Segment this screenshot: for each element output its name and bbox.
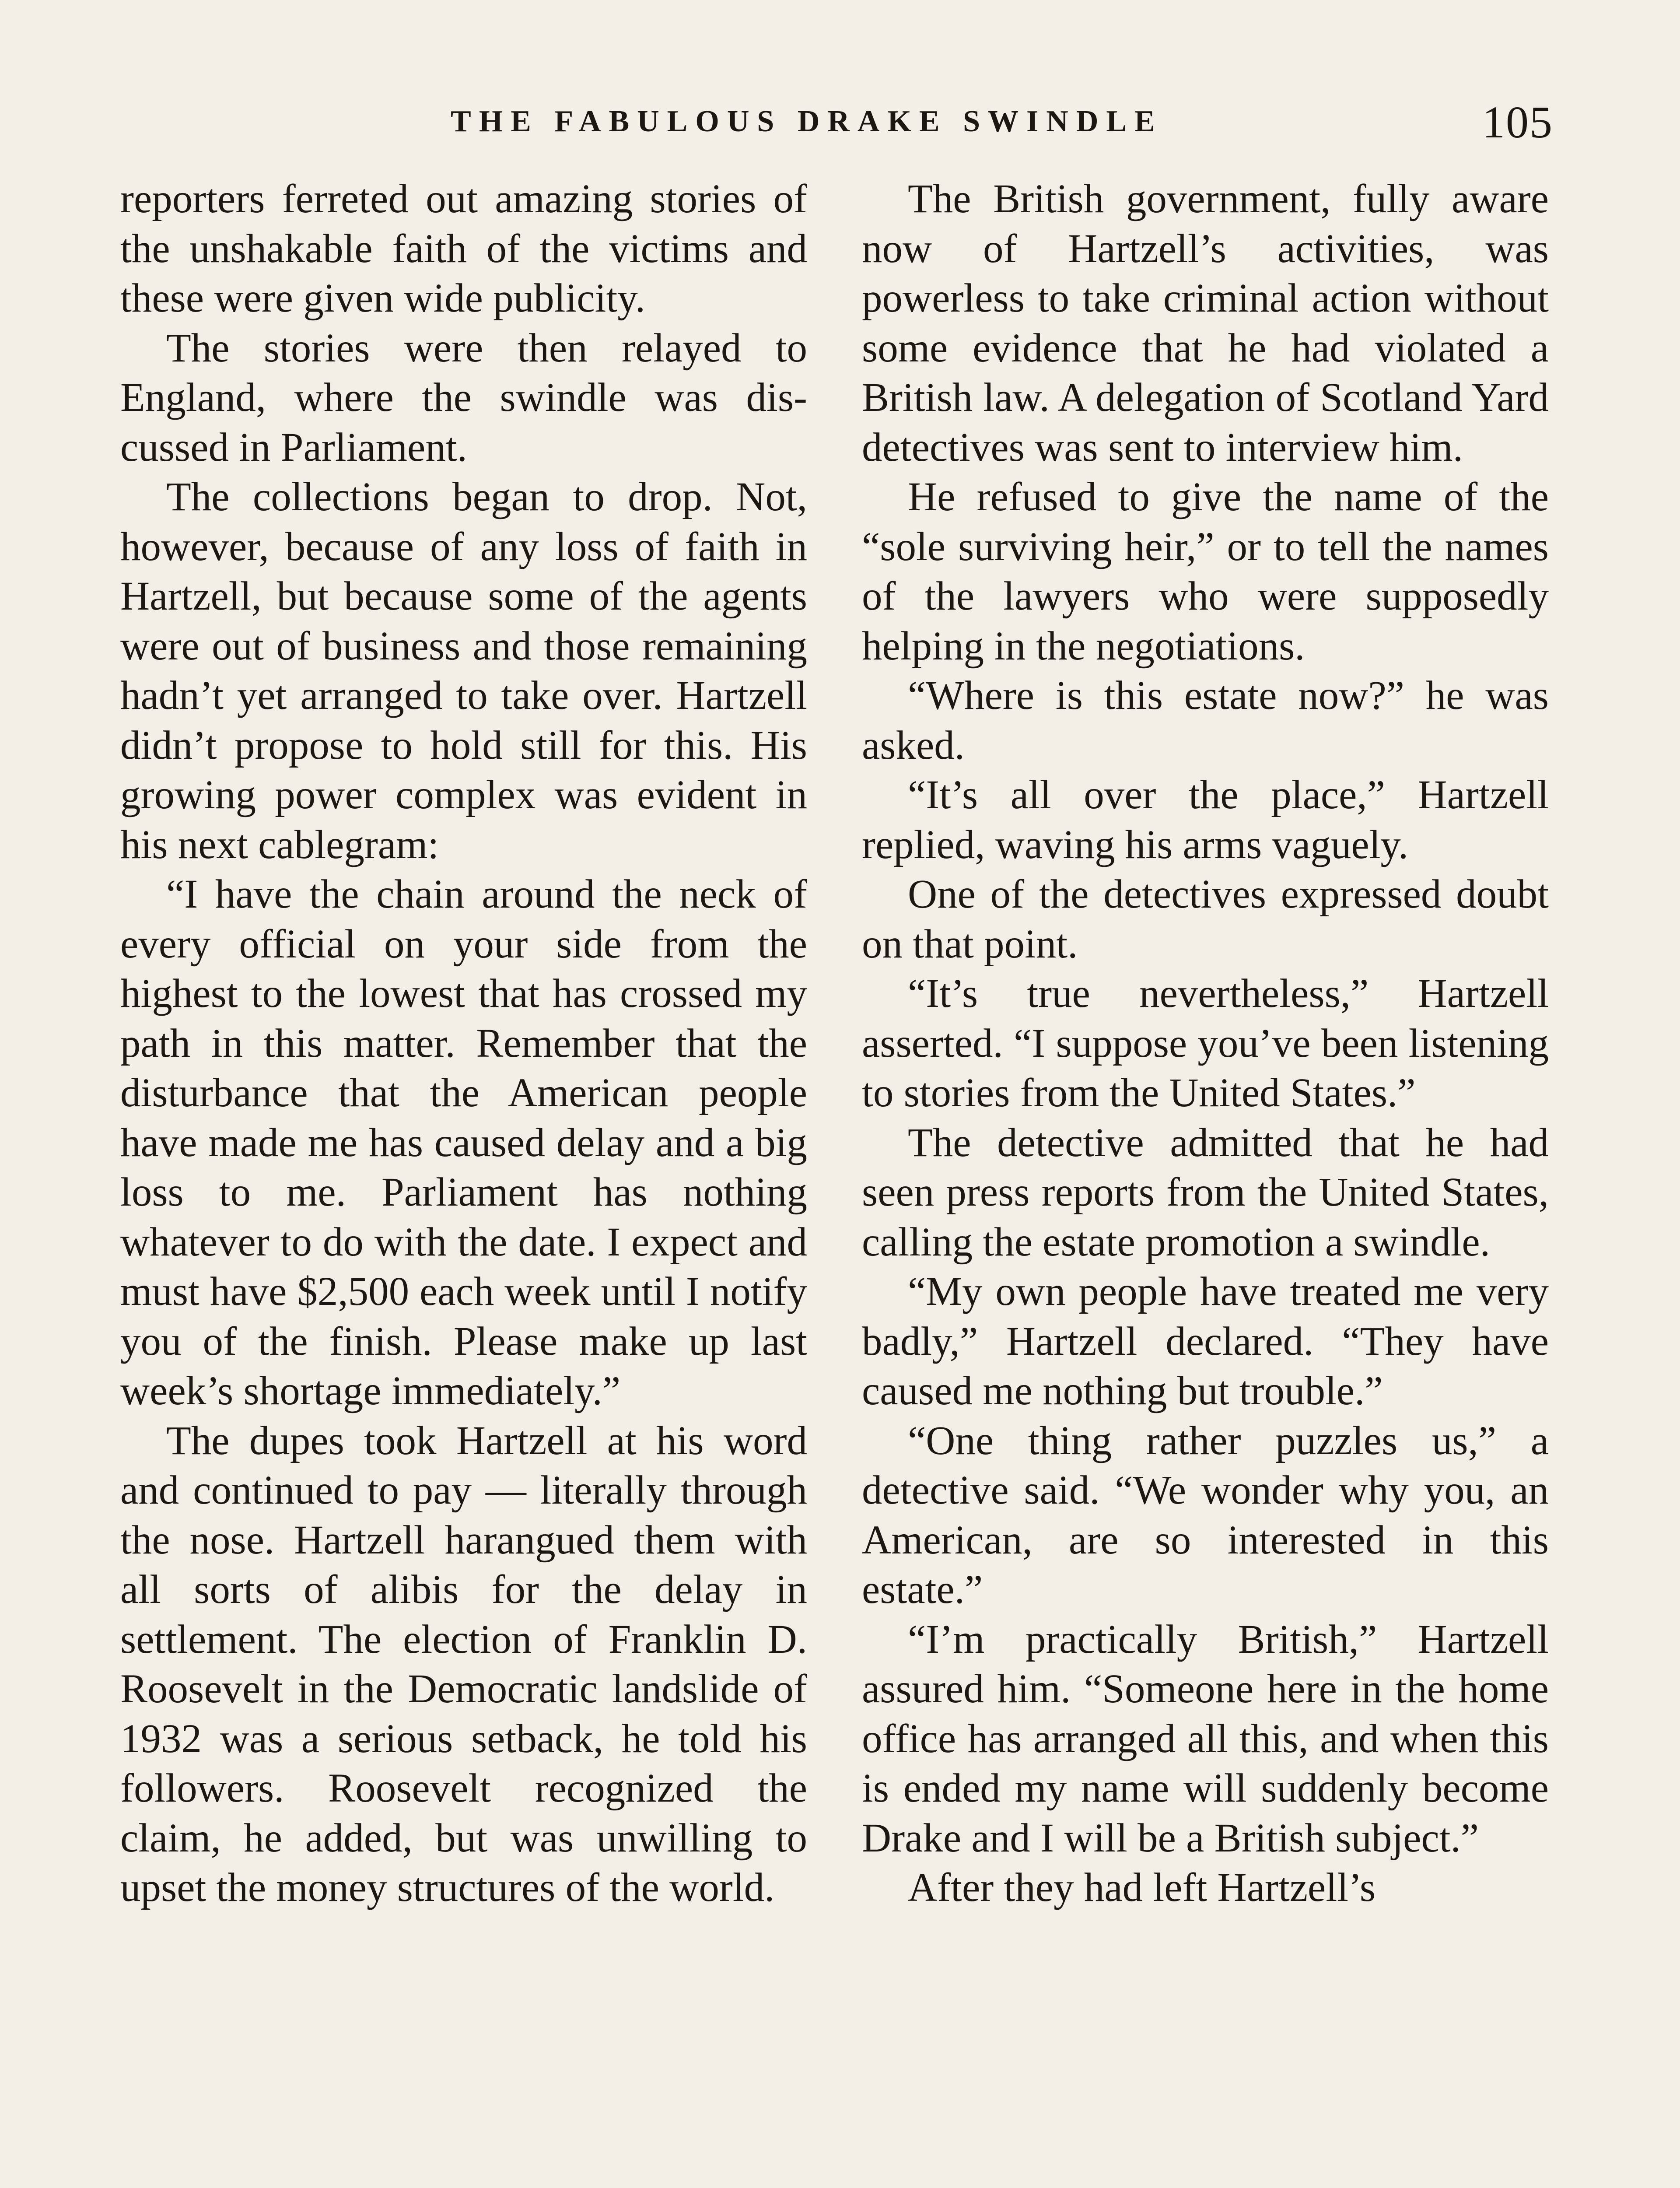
paragraph: “One thing rather puzzles us,” a detective said. “We wonder why you, an American, are so interested in this estate.” [862, 1418, 1549, 1612]
paragraph: “It’s all over the place,” Hartzell replied, waving his arms vaguely. [862, 772, 1549, 867]
paragraph: “I have the chain around the neck of every official on your side from the highest to the lowest that has crossed my path in this matter. Remember that the disturbance that the American people have made me has caused delay and a big loss to me. Parliament has nothing whatever to do with the date. I expect and must have $2,500 each week until I notify you of the finish. Please make up last week’s shortage immediately.” [120, 872, 807, 1413]
paragraph: One of the detectives expressed doubt on that point. [862, 872, 1549, 967]
paragraph: The British government, fully aware now of Hartzell’s activities, was powerless to take criminal action without some evidence that he had violated a British law. A delegation of Scotland Yard detectives was sent to interview him. [862, 176, 1549, 470]
paragraph: reporters ferreted out amazing stories of the unshakable faith of the victims and these were given wide publicity. [120, 176, 807, 321]
right-column [862, 174, 1549, 1913]
paragraph: The dupes took Hartzell at his word and continued to pay — literally through the nose. Hartzell harangued them with all sorts of alibis for the delay in settlement. The election of Franklin D. Roosevelt in the Democratic landslide of 1932 was a serious setback, he told his followers. Roosevelt recognized the claim, he added, but was unwilling to upset the money structures of the world. [120, 1418, 807, 1910]
paragraph: The detective admitted that he had seen press reports from the United States, calling the estate promotion a swindle. [862, 1120, 1549, 1265]
paragraph: He refused to give the name of the “sole surviving heir,” or to tell the names of the lawyers who were supposedly helping in the negotiations. [862, 474, 1549, 669]
paragraph: The stories were then relayed to England, where the swindle was discussed in Parliament. [120, 325, 807, 470]
paragraph: “Where is this estate now?” he was asked. [862, 673, 1549, 768]
paragraph: “My own people have treated me very badly,” Hartzell declared. “They have caused me nothing but trouble.” [862, 1269, 1549, 1413]
running-head [0, 97, 1680, 157]
left-column [120, 174, 807, 1913]
paragraph: After they had left Hartzell’s [908, 1865, 1376, 1910]
paragraph: “It’s true nevertheless,” Hartzell asserted. “I suppose you’ve been listening to stories from the United States.” [862, 971, 1549, 1115]
page-number: 105 [1482, 97, 1553, 147]
running-title: THE FABULOUS DRAKE SWINDLE [451, 105, 1163, 138]
paragraph: “I’m practically British,” Hartzell assured him. “Someone here in the home office has arranged all this, and when this is ended my name will suddenly become Drake and I will be a British subject.” [862, 1616, 1549, 1861]
paragraph: The collections began to drop. Not, however, because of any loss of faith in Hartzell, but because some of the agents were out of business and those remaining hadn’t yet arranged to take over. Hartzell didn’t propose to hold still for this. His growing power complex was evident in his next cablegram: [120, 474, 807, 867]
